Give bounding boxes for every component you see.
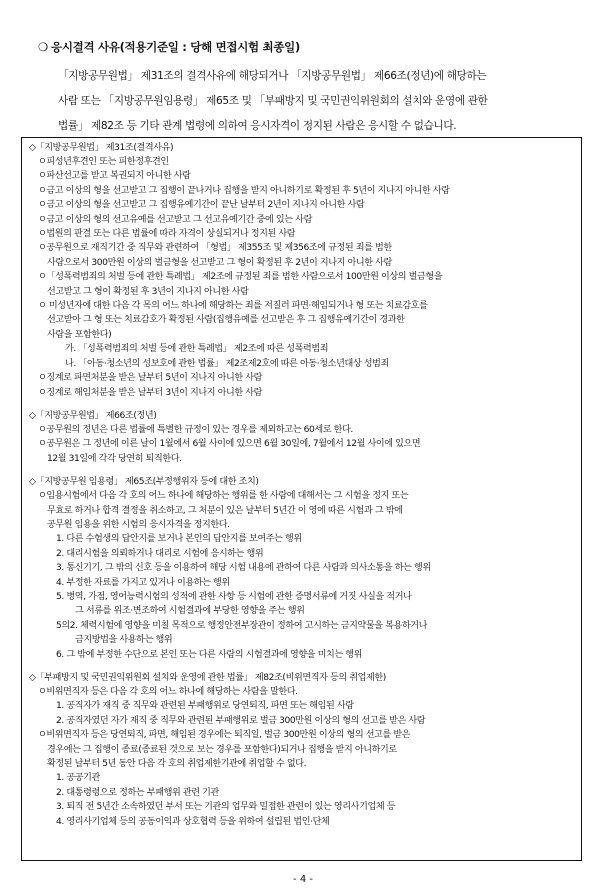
section-line: 1. 공공기관: [56, 773, 100, 784]
section-line: 5. 병역, 가점, 영어능력시험의 성적에 관한 사항 등 시험에 관한 증명서류에 거짓 사실을 적거나: [56, 591, 412, 602]
section-title: ◇「지방공무원법」 제66조(정년): [29, 410, 157, 421]
section-line: 그 서류를 위조·변조하여 시험결과에 부당한 영향을 주는 행위: [75, 606, 305, 617]
section-line: ㅇ법원의 판결 또는 다른 법률에 따라 자격이 상실되거나 정지된 사람: [38, 229, 296, 240]
section-line: ㅇ비위면직자 등은 당연퇴직, 파면, 해임된 경우에는 퇴직일, 벌금 300만원 이상의 형의 선고를 받은: [38, 730, 411, 741]
section-line: ㅇ피성년후견인 또는 피한정후견인: [38, 157, 169, 167]
section-line: 12월 31일에 각각 당연히 퇴직한다.: [47, 453, 182, 464]
section-line: ㅇ비위면직자 등은 다음 각 호의 어느 하나에 해당하는 사람을 말한다.: [38, 687, 298, 697]
page-number: - 4 -: [293, 874, 313, 885]
section-line: 선고받아 그 형 또는 치료감호가 확정된 사람(집행유예를 선고받은 후 그 집행유예기간이 경과한: [47, 315, 405, 326]
section-line: 1. 다른 수험생의 답안지를 보거나 본인의 답안지를 보여주는 행위: [56, 534, 302, 545]
section-line: 경우에는 그 집행이 종료(종료된 것으로 보는 경우를 포함한다)되거나 집행을 받지 아니하기로: [47, 744, 397, 755]
law-excerpt-box: [21, 137, 582, 861]
intro-line: 사람 또는 「지방공무원임용령」 제65조 및 「부패방지 및 국민권익위원회의 설치와 운영에 관한: [58, 95, 488, 107]
section-line: ㅇ공무원의 정년은 다른 법률에 특별한 규정이 있는 경우를 제외하고는 60세로 한다.: [38, 424, 353, 435]
section-line: 2. 공직자였던 자가 재직 중 직무와 관련된 부패행위로 벌금 300만원 이상의 형의 선고를 받은 사람: [56, 715, 426, 726]
section-line: ㅇ「성폭력범죄의 처벌 등에 관한 특례법」 제2조에 규정된 죄를 범한 사람으로서 100만원 이상의 벌금형을: [38, 272, 443, 283]
heading-text: 응시결격 사유(적용기준일 : 당해 면접시험 최종일): [51, 40, 300, 54]
section-line: ㅇ금고 이상의 형을 선고받고 그 집행이 끝나거나 집행을 받지 아니하기로 확정된 후 5년이 지나지 아니한 사람: [38, 185, 450, 196]
section-line: 2. 대리시험을 의뢰하거나 대리로 시험에 응시하는 행위: [56, 548, 264, 559]
section-line: 나. 「아동·청소년의 성보호에 관한 법률」 제2조제2호에 따른 아동·청소년대상 성범죄: [65, 358, 389, 369]
section-line: 1. 공직자가 재직 중 직무와 관련된 부패행위로 당연퇴직, 파면 또는 해임된 사람: [56, 701, 354, 712]
law-section: [29, 141, 576, 400]
section-line: 3. 통신기기, 그 밖의 신호 등을 이용하여 해당 시험 내용에 관하여 다른 사람과 의사소통을 하는 행위: [56, 563, 431, 574]
section-line: ㅇ임용시험에서 다음 각 호의 어느 하나에 해당하는 행위를 한 사람에 대해서는 그 시험을 정지 또는: [38, 491, 409, 502]
section-line: ㅇ공무원으로 재직기간 중 직무와 관련하여 「형법」 제355조 및 제356조에 규정된 죄를 범한: [38, 243, 392, 254]
section-title: ◇「부패방지 및 국민권익위원회 설치와 운영에 관한 법률」 제82조(비위면직자 등의 취업제한): [29, 673, 386, 683]
section-line: 가. 「성폭력범죄의 처벌 등에 관한 특례법」 제2조에 따른 성폭력범죄: [65, 344, 329, 355]
law-section: [29, 409, 576, 466]
section-line: ㅇ징계로 해임처분을 받은 날부터 3년이 지나지 아니한 사람: [38, 387, 263, 398]
section-line: 사람으로서 300만원 이상의 벌금형을 선고받고 그 형이 확정된 후 2년이 지나지 아니한 사람: [47, 257, 392, 268]
section-title: ◇「지방공무원법」 제31조(결격사유): [29, 143, 174, 153]
section-line: 사람을 포함한다): [47, 329, 112, 340]
section-line: 확정된 날부터 5년 동안 다음 각 호의 취업제한기관에 취업할 수 없다.: [47, 759, 307, 770]
section-line: ㅇ파산선고를 받고 복권되지 아니한 사람: [38, 171, 191, 182]
section-line: 2. 대통령령으로 정하는 부패행위 관련 기관: [56, 787, 219, 798]
section-line: 공무원 임용을 위한 시험의 응시자격을 정지한다.: [47, 519, 230, 530]
section-title: ◇「지방공무원 임용령」 제65조(부정행위자 등에 대한 조치): [29, 477, 259, 488]
section-line: 금지방법을 사용하는 행위: [75, 635, 173, 646]
law-section: [29, 671, 576, 829]
section-line: 선고받고 그 형이 확정된 후 3년이 지나지 아니한 사람: [47, 286, 249, 297]
intro-line: 「지방공무원법」 제31조의 결격사유에 해당되거나 「지방공무원법」 제66조(정년)에 해당하는: [58, 70, 487, 82]
heading-bullet: ❍: [38, 40, 49, 54]
section-line: ㅇ공무원은 그 정년에 이른 날이 1월에서 6월 사이에 있으면 6월 30일에, 7월에서 12월 사이에 있으면: [38, 439, 421, 450]
section-line: ㅇ금고 이상의 형을 선고받고 그 집행유예기간이 끝난 날부터 2년이 지나지 아니한 사람: [38, 200, 365, 211]
section-line: 6. 그 밖에 부정한 수단으로 본인 또는 다른 사람의 시험결과에 영향을 미치는 행위: [56, 649, 363, 660]
intro-paragraph: [58, 64, 553, 139]
section-line: 무효로 하거나 합격 결정을 취소하고, 그 처분이 있은 날부터 5년간 이 영에 따른 시험과 그 밖에: [47, 505, 403, 516]
section-line: 3. 퇴직 전 5년간 소속하였던 부서 또는 기관의 업무와 밀접한 관련이 있는 영리사기업체 등: [56, 802, 396, 813]
law-section: [29, 475, 576, 662]
section-line: 5의2. 체력시험에 영향을 미칠 목적으로 행정안전부장관이 정하여 고시하는 금지약물을 복용하거나: [56, 620, 428, 631]
section-line: 4. 영리사기업체 등의 공동이익과 상호협력 등을 위하여 설립된 법인·단체: [56, 816, 330, 827]
section-line: 4. 부정한 자료를 가지고 있거나 이용하는 행위: [56, 577, 230, 588]
qualification-heading: [38, 39, 300, 55]
section-line: ㅇ 미성년자에 대한 다음 각 목의 어느 하나에 해당하는 죄를 저질러 파면·해임되거나 형 또는 치료감호를: [38, 301, 428, 312]
section-line: ㅇ징계로 파면처분을 받은 날부터 5년이 지나지 아니한 사람: [38, 373, 263, 384]
intro-line: 법률」 제82조 등 기타 관계 법령에 의하여 응시자격이 정지된 사람은 응시할 수 없습니다.: [58, 120, 457, 132]
section-line: ㅇ금고 이상의 형의 선고유예를 선고받고 그 선고유예기간 중에 있는 사람: [38, 214, 312, 225]
